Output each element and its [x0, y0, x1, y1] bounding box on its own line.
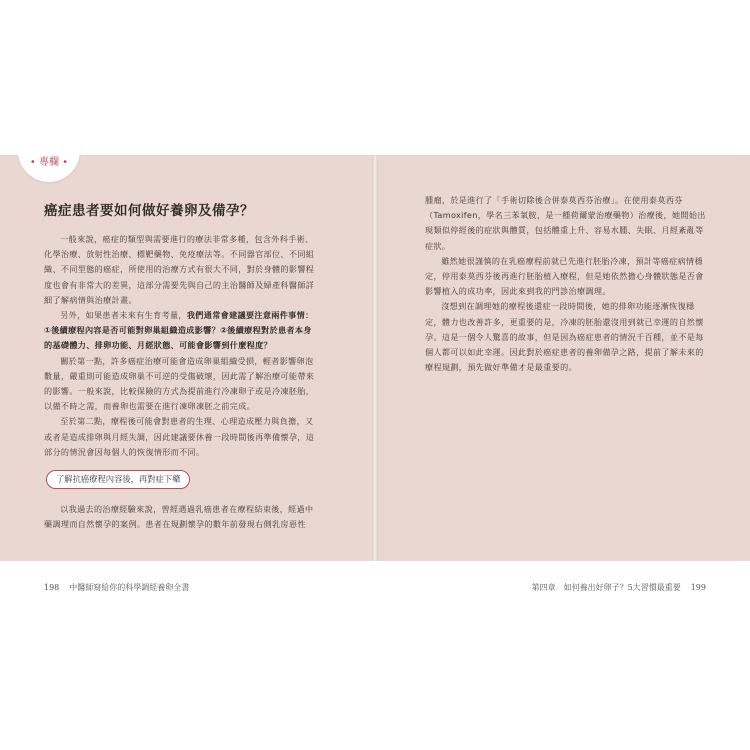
- paragraph: 一般來說，癌症的類型與需要進行的療法非常多種，包含外科手術、化學治療、放射性治療、標靶藥物、免疫療法等。不同器官部位、不同組織、不同型態的癌症，所使用的治療方式有很大不同，對於身體的影響程度也會有非常大的差異，這部分需要先與自己的主治醫師及婦產科醫師詳細了解病情與治療計畫。: [44, 234, 315, 305]
- right-column-text: [425, 193, 710, 375]
- paragraph: 雖然她很謹慎的在乳癌療程前就已先進行胚胎冷凍，預計等癌症病情穩定，停用泰莫西芬後再進行胚胎植入療程，但是她依然擔心身體狀態是否會影響植入的成功率，因此來到我的門診治療調理。: [425, 255, 704, 297]
- emphasized-text: 我們通常會建議要注意兩件事情：①後續療程內容是否可能對卵巢組織造成影響？②後續療程對於患者本身的基礎體力、排卵功能、月經狀態、可能會影響到什麼程度？: [44, 310, 314, 351]
- left-column-text: [44, 232, 318, 460]
- page-number: 199: [690, 583, 706, 592]
- page-number: 198: [44, 583, 60, 592]
- paragraph: 至於第二點，療程後可能會對患者的生理、心理造成壓力與負擔，又或者是造成排卵與月經失調，因此建議要休養一段時間後再準備懷孕，這部分的情況會因每個人的恢復情形而不同。: [44, 416, 315, 457]
- paragraph: 沒想到在調理她的療程後還症一段時間後，她的排卵功能逐漸恢復穩定，體力也改善許多，更重要的是，冷凍的胚胎還沒用到就已幸運的自然懷孕。這是一個令人驚喜的故事，但是因為癌症患者的情況千百種，並不是每個人都可以如此幸運。因此對於癌症患者的養卵備孕之路，提前了解未來的療程規劃，預先做好準備才是最重要的。: [425, 301, 704, 373]
- section-subheading: 了解抗癌療程內容後，再對症下藥: [46, 470, 190, 489]
- left-footer: [44, 582, 189, 593]
- chapter-title: 第四章 如何養出好卵子？5大習慣最重要: [531, 583, 681, 592]
- paragraph: 以我過去的治療經驗來說，曾經遇過乳癌患者在療程結束後，經過中藥調理而自然懷孕的案例。患者在規劃懷孕的數年前發現右側乳房惡性: [44, 504, 314, 530]
- article-title: 癌症患者要如何做好養卵及備孕？: [44, 203, 254, 219]
- right-footer: [532, 582, 706, 593]
- paragraph: 關於第一點，許多癌症治療可能會造成卵巢組織受損，輕者影響卵泡數量，嚴重則可能造成卵巢不可逆的受傷破壞，因此需了解治療可能帶來的影響。一般來說，比較保險的方式為提前進行冷凍卵子或是冷凍胚胎，以備不時之需，而養卵也需要在進行凍卵凍胚之前完成。: [44, 355, 315, 412]
- paragraph: 腫瘤，於是進行了「手術切除後合併泰莫西芬治療」。在使用泰莫西芬（Tamoxifen，學名三苯氧胺，是一種荷爾蒙治療藥物）治療後，她開始出現類似停經後的症狀與體質，包括體重上升、容易水腫、失眠、月經紊亂等症狀。: [425, 195, 706, 251]
- paragraph-lead: 另外，如果患者未來有生育考量，: [60, 310, 187, 321]
- column-badge: • 專欄 •: [18, 148, 80, 182]
- paragraph: [44, 308, 318, 354]
- book-title: 中醫師寫給你的科學調經養卵全書: [69, 583, 190, 592]
- left-column-text-lower: [44, 502, 318, 532]
